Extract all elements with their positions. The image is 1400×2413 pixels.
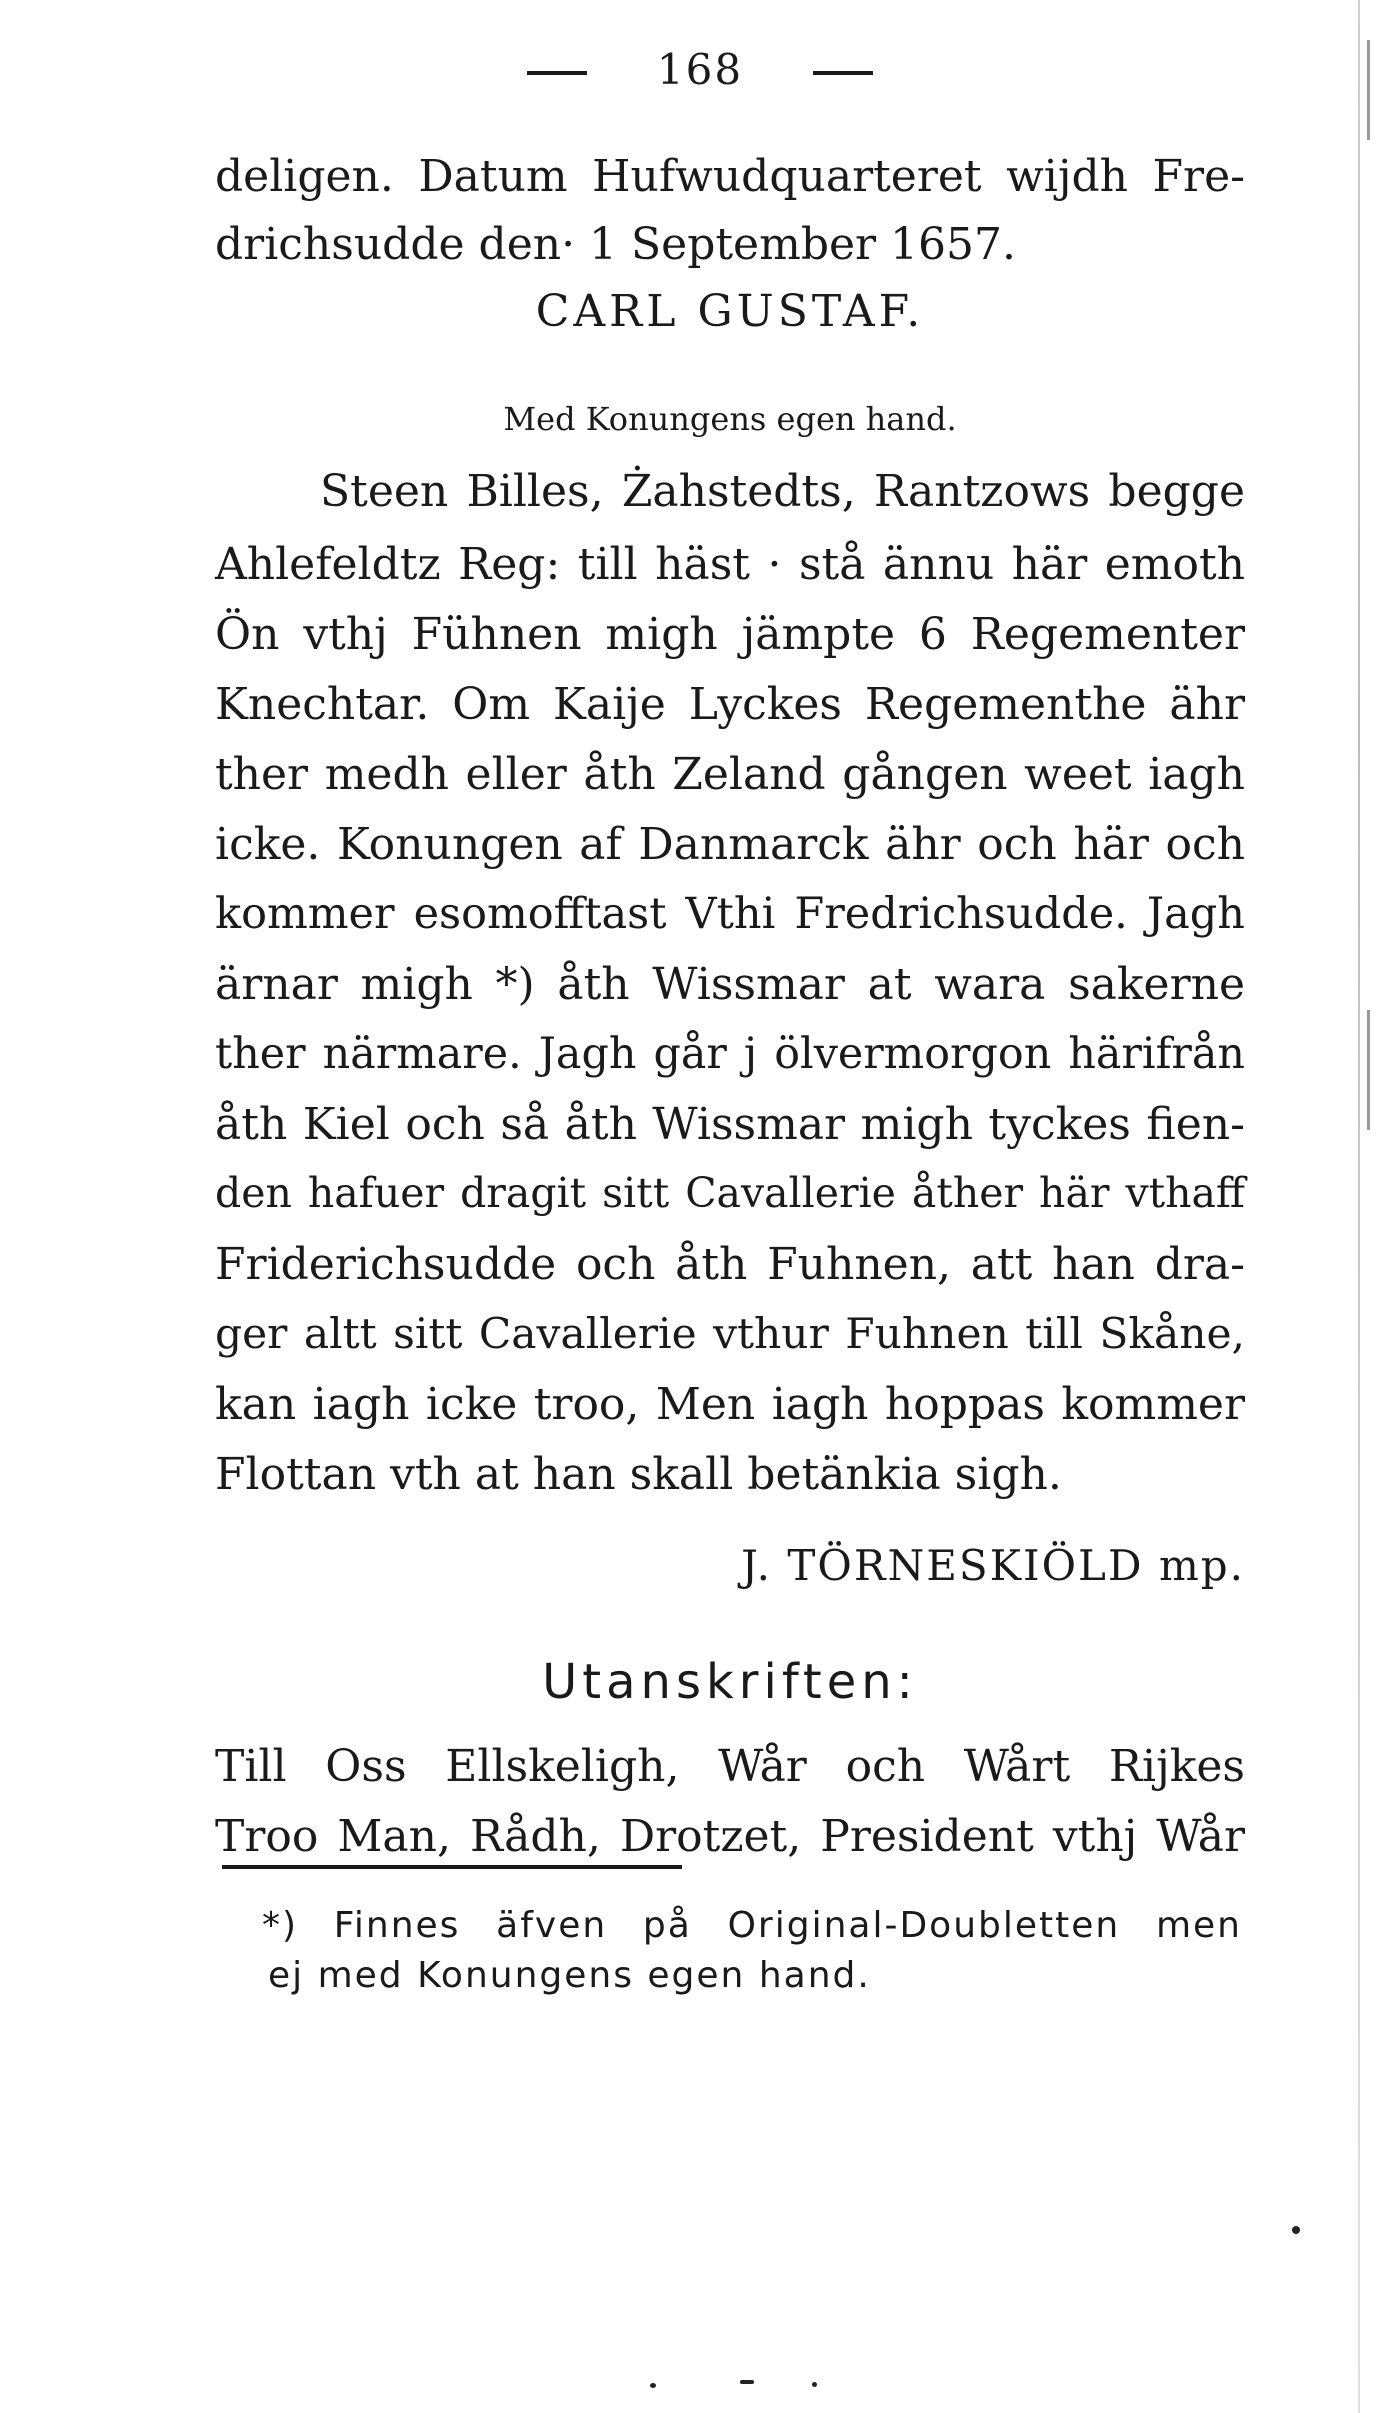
text-line: ther närmare. Jagh går j ölvermorgon härifrån [215,1029,1245,1079]
text-line: kan iagh icke troo, Men iagh hoppas kommer [215,1379,1245,1430]
speck [740,2380,754,2384]
text-line: ther medh eller åth Zeland gången weet iagh [215,749,1245,800]
header-dash-left [527,71,587,75]
footnote-line: ej med Konungens egen hand. [268,1955,871,1996]
signature-torneskiold: J. TÖRNESKIÖLD mp. [741,1541,1245,1590]
text-line: icke. Konungen af Danmarck ähr och här och [215,819,1245,870]
text-line: ärnar migh *) åth Wissmar at wara sakerne [215,959,1245,1010]
text-line: åth Kiel och så åth Wissmar migh tyckes fien- [215,1099,1245,1150]
speck [650,2383,656,2388]
footnote-line: *) Finnes äfven på Original-Doubletten men [262,1905,1242,1946]
page-number: 168 [656,45,744,94]
footnote-rule [222,1865,682,1869]
signature-note: Med Konungens egen hand. [503,400,957,438]
text-line: Friderichsudde och åth Fuhnen, att han dra- [215,1239,1245,1290]
speck [812,2382,817,2387]
text-line: kommer esomofftast Vthi Fredrichsudde. Jagh [215,889,1245,939]
scan-edge-mark [1367,1010,1370,1130]
header-dash-right [813,71,873,75]
text-line: Ahlefeldtz Reg: till häst · stå ännu här emoth [215,539,1245,590]
text-line: ger altt sitt Cavallerie vthur Fuhnen till Skåne, [215,1309,1245,1358]
text-line: Steen Billes, Żahstedts, Rantzows begge [320,466,1245,517]
text-line: deligen. Datum Hufwudquarteret wijdh Fre- [215,151,1245,202]
text-line: Knechtar. Om Kaije Lyckes Regementhe ähr [215,679,1245,730]
address-line: Till Oss Ellskeligh, Wår och Wårt Rijkes [215,1741,1245,1792]
royal-signature: CARL GUSTAF. [535,286,925,337]
scan-edge [1358,0,1360,2413]
page-header [0,45,1400,94]
section-heading: Utanskriften: [542,1654,918,1710]
text-line: Flottan vth at han skall betänkia sigh. [215,1449,1062,1500]
text-line: Ön vthj Fühnen migh jämpte 6 Regementer [215,609,1245,660]
text-line: den hafuer dragit sitt Cavallerie åther här vthaff [215,1169,1245,1217]
address-line: Troo Man, Rådh, Drotzet, President vthj Wår [215,1811,1245,1862]
text-line: drichsudde den· 1 September 1657. [215,219,1017,270]
speck [1292,2226,1300,2234]
